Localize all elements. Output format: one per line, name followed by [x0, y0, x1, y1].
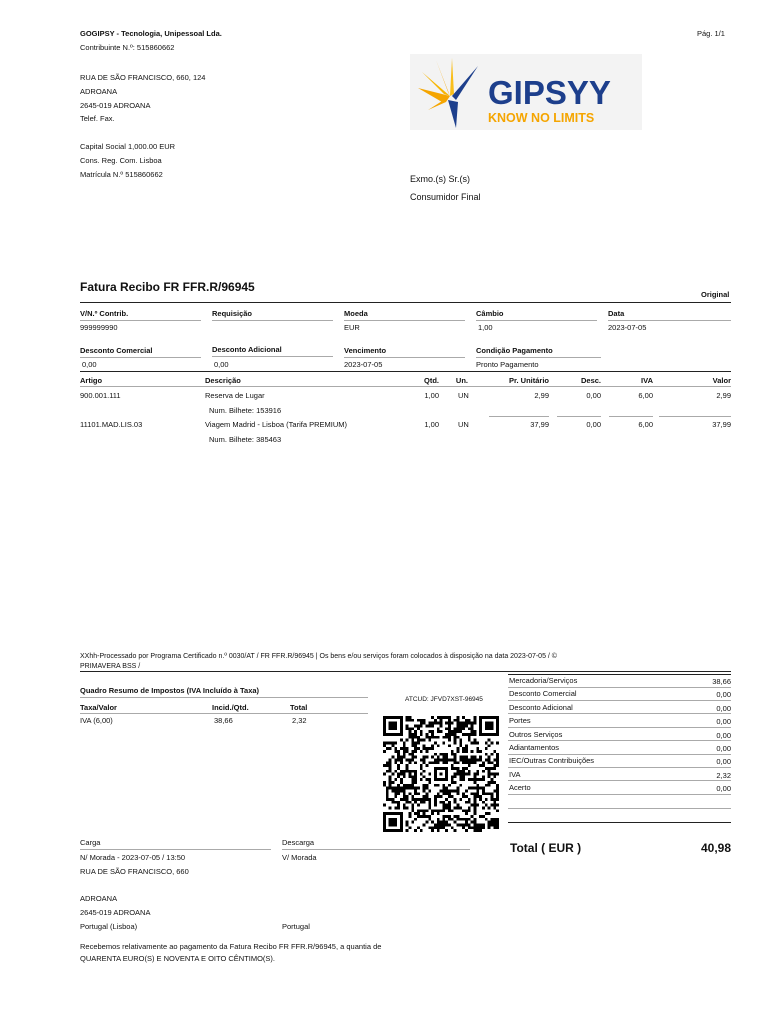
- summary-label: Mercadoria/Serviços: [509, 676, 578, 685]
- receipt-line2: QUARENTA EURO(S) E NOVENTA E OITO CÊNTIMO(S).: [80, 954, 276, 963]
- carga-line5: Portugal (Lisboa): [80, 922, 138, 931]
- h-moeda: Moeda: [344, 309, 368, 318]
- h-desc-com: Desconto Comercial: [80, 346, 153, 355]
- rule: [508, 713, 731, 714]
- line-sub: Num. Bilhete: 153916: [209, 406, 282, 415]
- line-artigo: 900.001.111: [80, 391, 121, 400]
- cond-value: Pronto Pagamento: [476, 360, 539, 369]
- line-descricao: Reserva de Lugar: [205, 391, 265, 400]
- line-artigo: 11101.MAD.LIS.03: [80, 420, 143, 429]
- h-cambio: Câmbio: [476, 309, 504, 318]
- rule: [489, 416, 549, 417]
- col-iva: IVA: [641, 376, 653, 385]
- line-valor: 37,99: [712, 420, 731, 429]
- tax-h-taxa: Taxa/Valor: [80, 703, 117, 712]
- line-qtd: 1,00: [424, 391, 439, 400]
- carga-line4: 2645-019 ADROANA: [80, 908, 151, 917]
- rule: [80, 713, 368, 714]
- summary-value: 2,32: [716, 770, 731, 780]
- company-registry: Cons. Reg. Com. Lisboa: [80, 156, 162, 165]
- atcud: ATCUD: JFVD7XST-96945: [405, 696, 483, 703]
- cambio-value: 1,00: [478, 323, 493, 332]
- line-desc: 0,00: [586, 420, 601, 429]
- line-descricao: Viagem Madrid - Lisboa (Tarifa PREMIUM): [205, 420, 347, 429]
- company-name: GOGIPSY - Tecnologia, Unipessoal Lda.: [80, 29, 222, 38]
- col-un: Un.: [455, 376, 468, 385]
- rule: [508, 674, 731, 675]
- venc-value: 2023-07-05: [344, 360, 383, 369]
- logo-tagline: KNOW NO LIMITS: [488, 111, 595, 125]
- rule: [344, 320, 465, 321]
- col-valor: Valor: [712, 376, 731, 385]
- tax-incid: 38,66: [214, 716, 233, 725]
- h-cond: Condição Pagamento: [476, 346, 553, 355]
- summary-label: Adiantamentos: [509, 743, 560, 752]
- rule: [557, 416, 601, 417]
- rule: [608, 320, 731, 321]
- desc-adic-value: 0,00: [214, 360, 229, 369]
- line-valor: 2,99: [716, 391, 731, 400]
- company-capital: Capital Social 1,000.00 EUR: [80, 142, 176, 151]
- rule: [508, 700, 731, 701]
- invoice-title: Fatura Recibo FR FFR.R/96945: [80, 280, 255, 294]
- title-rule: [80, 302, 731, 303]
- summary-label: Outros Serviços: [509, 729, 563, 739]
- rule: [609, 416, 653, 417]
- tax-total: 2,32: [292, 716, 307, 725]
- line-desc: 0,00: [586, 391, 601, 400]
- summary-value: 0,00: [716, 757, 731, 767]
- company-nif: Contribuinte N.º: 515860662: [80, 43, 175, 52]
- rule: [344, 357, 465, 358]
- rule: [80, 320, 201, 321]
- col-preco: Pr. Unitário: [508, 376, 549, 385]
- receipt-line1: Recebemos relativamente ao pagamento da Fatura Recibo FR FFR.R/96945, a quantia de: [80, 942, 382, 951]
- moeda-value: EUR: [344, 323, 360, 332]
- summary-value: 0,00: [716, 690, 731, 700]
- rule: [659, 416, 731, 417]
- line-preco: 2,99: [534, 391, 549, 400]
- tax-h-total: Total: [290, 703, 308, 712]
- rule: [212, 356, 333, 357]
- grand-total-value: 40,98: [700, 841, 731, 855]
- descarga-line2: Portugal: [282, 922, 310, 931]
- lines-top-rule: [80, 371, 731, 372]
- rule: [508, 727, 731, 728]
- rule: [282, 849, 470, 850]
- rule: [508, 767, 731, 768]
- company-logo: [410, 54, 642, 130]
- h-req: Requisição: [212, 309, 253, 318]
- line-qtd: 1,00: [424, 420, 439, 429]
- rule: [508, 808, 731, 809]
- h-vn: V/N.º Contrib.: [80, 309, 129, 318]
- qr-code-icon: [381, 716, 501, 832]
- processing-note: XXhh-Processado por Programa Certificado n.º 0030/AT / FR FFR.R/96945 | Os bens e/ou serviços foram colocados à disposição na data 2023-07-05 / ©: [80, 653, 557, 660]
- rule: [508, 754, 731, 755]
- line-un: UN: [458, 391, 469, 400]
- summary-label: Desconto Comercial: [509, 689, 577, 699]
- rule: [212, 320, 333, 321]
- summary-value: 38,66: [712, 677, 731, 686]
- summary-label: IVA: [509, 769, 521, 779]
- recipient-greeting: Exmo.(s) Sr.(s): [410, 174, 470, 184]
- data-value: 2023-07-05: [608, 323, 647, 332]
- col-desc: Desc.: [580, 376, 601, 385]
- rule: [508, 780, 731, 781]
- col-qtd: Qtd.: [424, 376, 439, 385]
- footer-rule: [80, 671, 731, 672]
- carga-line2: RUA DE SÃO FRANCISCO, 660: [80, 867, 189, 876]
- grand-total-label: Total ( EUR ): [510, 841, 582, 855]
- tax-h-incid: Incid./Qtd.: [212, 703, 249, 712]
- summary-value: 0,00: [716, 730, 731, 740]
- line-iva: 6,00: [638, 391, 653, 400]
- summary-label: Portes: [509, 716, 531, 726]
- line-sub: Num. Bilhete: 385463: [209, 435, 282, 444]
- rule: [508, 794, 731, 795]
- summary-value: 0,00: [716, 744, 731, 753]
- rule: [508, 687, 731, 688]
- tax-title: Quadro Resumo de Impostos (IVA Incluído à Taxa): [80, 686, 260, 695]
- descarga-header: Descarga: [282, 838, 315, 847]
- rule: [508, 740, 731, 741]
- carga-line3: ADROANA: [80, 894, 118, 903]
- company-postal: 2645-019 ADROANA: [80, 101, 151, 110]
- summary-value: 0,00: [716, 784, 731, 794]
- rule: [80, 849, 271, 850]
- line-iva: 6,00: [638, 420, 653, 429]
- line-un: UN: [458, 420, 469, 429]
- h-desc-adic: Desconto Adicional: [212, 345, 282, 354]
- rule: [508, 822, 731, 823]
- rule: [80, 697, 368, 698]
- rule: [80, 357, 201, 358]
- lines-header-rule: [80, 386, 731, 387]
- summary-label: Desconto Adicional: [509, 702, 573, 712]
- logo-bird-icon: [410, 54, 642, 130]
- page-number: Pág. 1/1: [697, 29, 725, 38]
- summary-value: 0,00: [716, 717, 731, 727]
- line-preco: 37,99: [530, 420, 549, 429]
- col-artigo: Artigo: [80, 376, 103, 385]
- processing-note-2: PRIMAVERA BSS /: [80, 663, 141, 670]
- rule: [476, 357, 601, 358]
- tax-taxa: IVA (6,00): [80, 716, 113, 725]
- recipient-name: Consumidor Final: [410, 192, 481, 202]
- summary-value: 0,00: [716, 703, 731, 713]
- h-venc: Vencimento: [344, 346, 387, 355]
- company-phone: Telef. Fax.: [80, 114, 115, 123]
- desc-com-value: 0,00: [82, 360, 97, 369]
- carga-line1: N/ Morada - 2023-07-05 / 13:50: [80, 853, 186, 862]
- vn-value: 999999990: [80, 323, 118, 332]
- summary-label: IEC/Outras Contribuições: [509, 756, 595, 766]
- company-address: RUA DE SÃO FRANCISCO, 660, 124: [80, 73, 206, 82]
- col-descricao: Descrição: [205, 376, 241, 385]
- descarga-line1: V/ Morada: [282, 853, 317, 862]
- logo-brand: GIPSYY: [488, 74, 611, 111]
- carga-header: Carga: [80, 838, 101, 847]
- copy-label: Original: [701, 290, 730, 299]
- h-data: Data: [608, 309, 625, 318]
- summary-label: Acerto: [509, 783, 531, 793]
- company-city: ADROANA: [80, 87, 118, 96]
- company-matricula: Matrícula N.º 515860662: [80, 170, 163, 179]
- rule: [476, 320, 597, 321]
